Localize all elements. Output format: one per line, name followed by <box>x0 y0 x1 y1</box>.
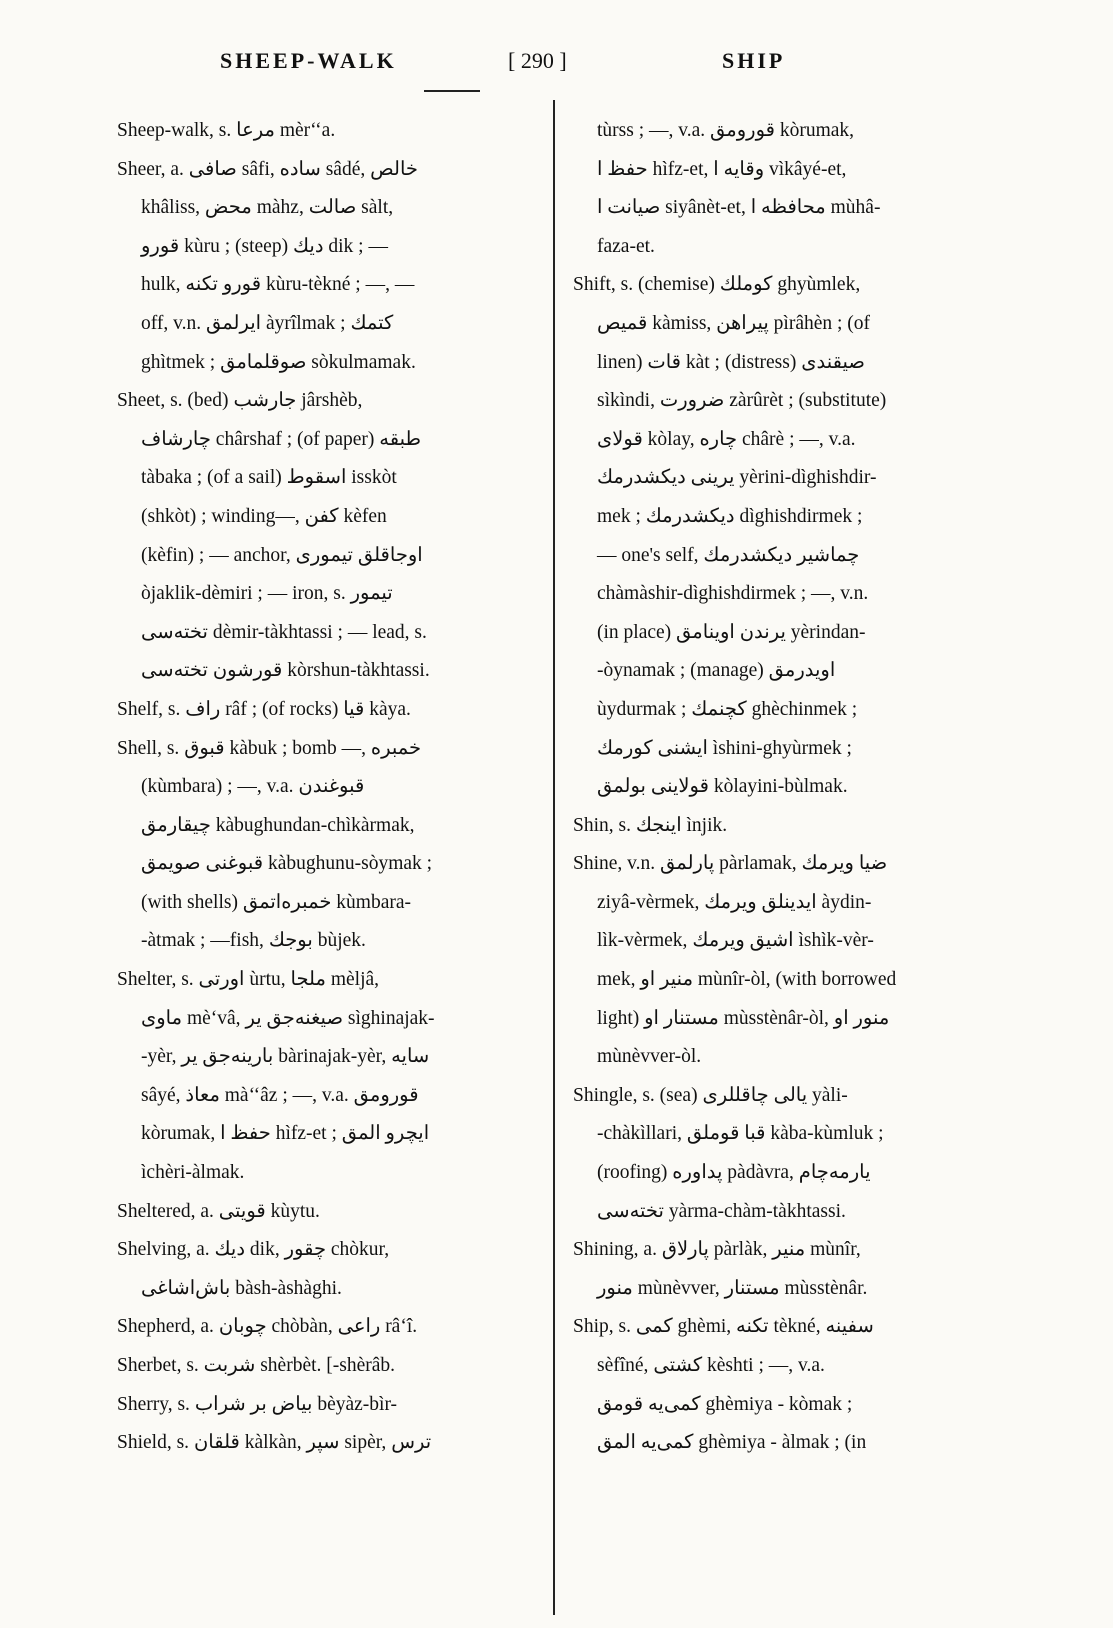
entry-headword-line: Sherbet, s. شربت shèrbèt. [-shèrâb. <box>117 1355 396 1376</box>
entry-headword-line: Sheer, a. صافی sâfi, ساده sâdé, خالص <box>117 158 418 180</box>
entry-continuation-line: khâliss, محض màhz, صالت sàlt, <box>141 197 394 219</box>
right-column <box>573 112 983 1463</box>
entry-continuation-line: mek ; دیكشدرمك dìghishdirmek ; <box>597 505 863 527</box>
entry-continuation-line: قورشون تخته‌سی kòrshun-tàkhtassi. <box>141 660 430 682</box>
entry-headword-line: Sheep-walk, s. مرعا mèr‘‘a. <box>117 120 336 141</box>
left-column <box>117 112 542 1463</box>
entry-headword-line: Shelving, a. دیك dik, چقور chòkur, <box>117 1239 390 1261</box>
entry-headword-line: Shield, s. قلقان kàlkàn, سپر sipèr, ترس <box>117 1432 432 1454</box>
entry-headword-line: Shin, s. اینجك ìnjik. <box>573 814 728 836</box>
entry-continuation-line: ìchèri-àlmak. <box>141 1162 245 1184</box>
entry-headword-line: Sherry, s. بیاض بر شراب bèyàz-bìr- <box>117 1393 398 1415</box>
entry-continuation-line: تخته‌سی dèmir-tàkhtassi ; — lead, s. <box>141 621 427 643</box>
entry-headword-line: Shelf, s. راف râf ; (of rocks) قیا kàya. <box>117 698 411 720</box>
entry-continuation-line: hulk, قورو تكنه kùru-tèkné ; —, — <box>141 274 415 296</box>
entry-continuation-line: (shkòt) ; winding—, كفن kèfen <box>141 505 387 527</box>
page-number: [ 290 ] <box>508 48 567 73</box>
entry-continuation-line: (roofing) پداوره pàdàvra, یارمه‌چام <box>597 1162 871 1184</box>
header-guide-word-left: SHEEP-WALK <box>220 48 397 73</box>
entry-continuation-line: (kùmbara) ; —, v.a. قبوغندن <box>141 776 365 798</box>
entry-continuation-line: — one's self, چماشیر دیكشدرمك <box>597 544 860 566</box>
entry-continuation-line: ùydurmak ; كچنمك ghèchinmek ; <box>597 698 858 720</box>
entry-continuation-line: mek, منیر او mùnîr-òl, (with borrowed <box>597 969 897 991</box>
entry-continuation-line: ghìtmek ; صوقلمامق sòkulmamak. <box>141 351 416 373</box>
entry-continuation-line: -àtmak ; —fish, بوجك bùjek. <box>141 930 366 952</box>
entry-headword-line: Shell, s. قبوق kàbuk ; bomb —, خمبره <box>117 737 422 759</box>
header-guide-word-right: SHIP <box>722 48 786 73</box>
entry-continuation-line: منور mùnèvver, مستنار mùsstènâr. <box>597 1277 868 1299</box>
entry-continuation-line: -yèr, بارینه‌جق یر bàrinajak-yèr, سایه <box>141 1046 430 1068</box>
entry-continuation-line: (in place) یرندن اوینامق yèrindan- <box>597 621 866 643</box>
header-rule <box>424 90 480 92</box>
entry-continuation-line: tùrss ; —, v.a. قورومق kòrumak, <box>597 120 855 141</box>
entry-continuation-line: قورو kùru ; (steep) دیك dik ; — <box>141 235 388 257</box>
entry-continuation-line: linen) قات kàt ; (distress) صیقندی <box>597 351 865 373</box>
entry-continuation-line: قولاینی بولمق kòlayini-bùlmak. <box>597 776 848 798</box>
entry-continuation-line: صیانت ا siyânèt-et, محافظه ا mùhâ- <box>597 197 881 219</box>
column-divider <box>553 100 555 1615</box>
entry-continuation-line: ziyâ-vèrmek, ایدینلق ویرمك àydin- <box>597 891 872 913</box>
entry-continuation-line: sèfîné, كشتی kèshti ; —, v.a. <box>597 1355 825 1376</box>
entry-continuation-line: -chàkìllari, قبا قوملق kàba-kùmluk ; <box>597 1123 884 1145</box>
entry-continuation-line: كمی‌یه قومق ghèmiya - kòmak ; <box>597 1393 853 1415</box>
entry-headword-line: Shingle, s. (sea) یالی چاقللری yàli- <box>573 1084 848 1106</box>
entry-headword-line: Shepherd, a. چوبان chòbàn, راعی râ‘î. <box>117 1316 418 1338</box>
entry-continuation-line: قبوغنی صویمق kàbughunu-sòymak ; <box>141 853 433 875</box>
entry-continuation-line: (kèfin) ; — anchor, اوجاقلق تیموری <box>141 544 423 566</box>
entry-headword-line: Shining, a. پارلاق pàrlàk, منیر mùnîr, <box>573 1239 861 1261</box>
entry-continuation-line: faza-et. <box>597 235 655 257</box>
entry-continuation-line: ماوی mè‘vâ, صیغنه‌جق یر sìghinajak- <box>141 1007 435 1029</box>
entry-continuation-line: kòrumak, حفظ ا hìfz-et ; ایچرو المق <box>141 1123 430 1145</box>
entry-headword-line: Sheet, s. (bed) جارشب jârshèb, <box>117 390 363 412</box>
entry-headword-line: Shine, v.n. پارلمق pàrlamak, ضیا ویرمك <box>573 853 888 875</box>
entry-headword-line: Shelter, s. اورتی ùrtu, ملجا mèljâ, <box>117 969 380 991</box>
entry-headword-line: Shift, s. (chemise) كوملك ghyùmlek, <box>573 274 861 296</box>
entry-headword-line: Sheltered, a. قویتی kùytu. <box>117 1200 320 1222</box>
entry-continuation-line: òjaklik-dèmiri ; — iron, s. تیمور <box>141 583 393 605</box>
entry-headword-line: Ship, s. كمی ghèmi, تكنه tèkné, سفینه <box>573 1316 874 1338</box>
entry-continuation-line: mùnèvver-òl. <box>597 1046 702 1068</box>
entry-continuation-line: چارشاف chârshaf ; (of paper) طبقه <box>141 428 422 450</box>
entry-continuation-line: light) مستنار او mùsstènâr-òl, منور او <box>597 1007 890 1029</box>
entry-continuation-line: off, v.n. ایرلمق àyrîlmak ; كتمك <box>141 312 394 334</box>
entry-continuation-line: تخته‌سی yàrma-chàm-tàkhtassi. <box>597 1200 846 1222</box>
entry-continuation-line: lìk-vèrmek, اشیق ویرمك ìshìk-vèr- <box>597 930 874 952</box>
entry-continuation-line: حفظ ا hìfz-et, وقایه ا vìkâyé-et, <box>597 158 847 180</box>
entry-continuation-line: باش‌اشاغی bàsh-àshàghi. <box>141 1277 342 1299</box>
entry-continuation-line: ایشنی كورمك ìshini-ghyùrmek ; <box>597 737 852 759</box>
page-header <box>0 48 1113 82</box>
entry-continuation-line: chàmàshir-dìghishdirmek ; —, v.n. <box>597 583 869 605</box>
entry-continuation-line: قولای kòlay, چاره chârè ; —, v.a. <box>597 428 856 450</box>
entry-continuation-line: -òynamak ; (manage) اویدرمق <box>597 660 836 682</box>
entry-continuation-line: قمیص kàmiss, پیراهن pìrâhèn ; (of <box>597 312 871 334</box>
entry-continuation-line: چیقارمق kàbughundan-chìkàrmak, <box>141 814 415 836</box>
entry-continuation-line: sìkìndi, ضرورت zàrûrèt ; (substitute) <box>597 390 887 412</box>
entry-continuation-line: tàbaka ; (of a sail) اسقوط isskòt <box>141 467 397 489</box>
entry-continuation-line: sâyé, معاذ mà‘‘âz ; —, v.a. قورومق <box>141 1084 419 1106</box>
entry-continuation-line: كمی‌یه المق ghèmiya - àlmak ; (in <box>597 1432 867 1454</box>
entry-continuation-line: (with shells) خمبره‌اتمق kùmbara- <box>141 891 411 913</box>
entry-continuation-line: یرینی دیكشدرمك yèrini-dìghishdir- <box>597 467 877 489</box>
